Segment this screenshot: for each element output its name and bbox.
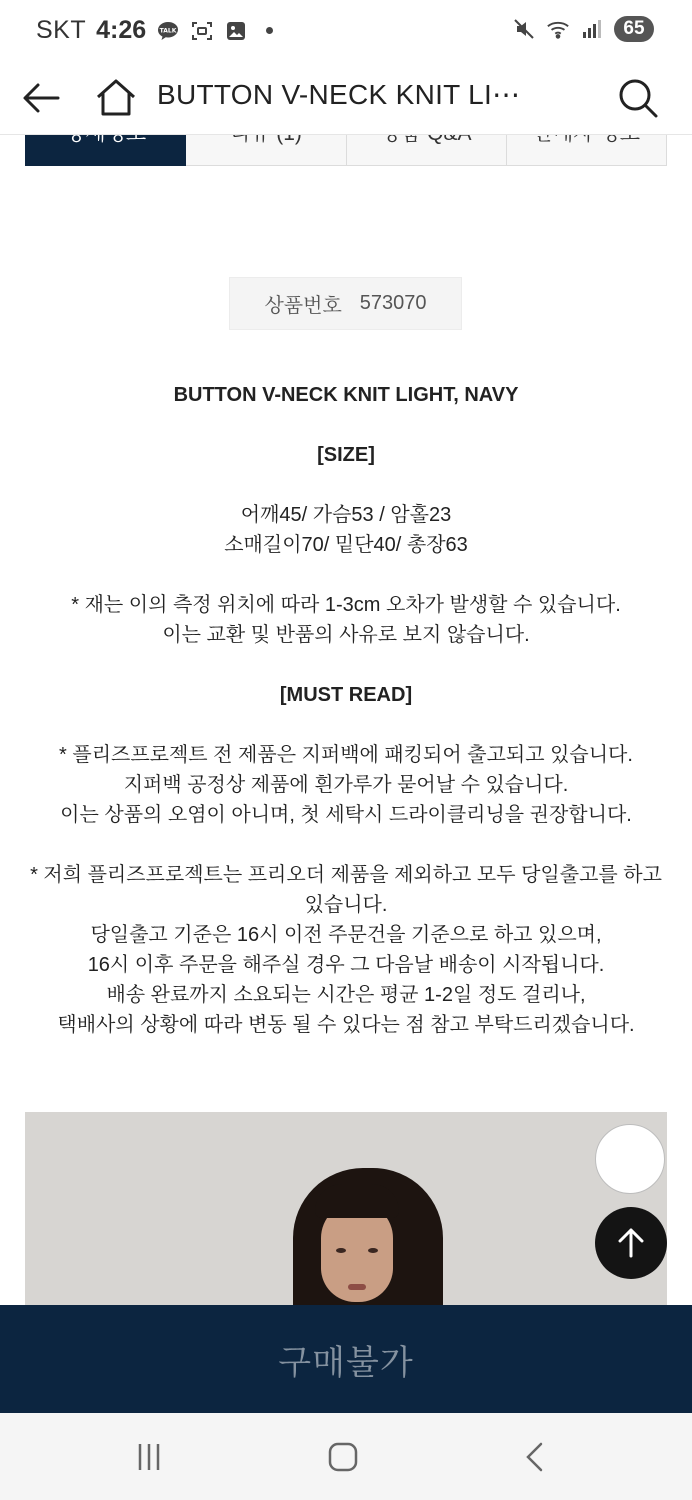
page-title: BUTTON V-NECK KNIT LI⋯ (157, 79, 521, 110)
shipping-note: 배송 완료까지 소요되는 시간은 평균 1-2일 정도 걸리나, (106, 984, 586, 1006)
more-notifications-dot (266, 27, 273, 34)
status-bar (0, 0, 692, 64)
product-photo (25, 1112, 667, 1306)
model-lips (348, 1284, 366, 1290)
screenshot-icon (190, 19, 214, 43)
clock-time: 4:26 (96, 16, 147, 44)
shipping-note: 16시 이후 주문을 해주실 경우 그 다음날 배송이 시작됩니다. (87, 954, 605, 976)
model-bangs (315, 1184, 399, 1218)
shipping-note: * 저희 플리즈프로젝트는 프리오더 제품을 제외하고 모두 당일출고를 하고 있습니다. (30, 864, 662, 916)
packing-note: 이는 상품의 오염이 아니며, 첫 세탁시 드라이클리닝을 권장합니다. (60, 804, 632, 826)
arrow-up-icon (614, 1226, 648, 1260)
model-eye (368, 1248, 378, 1253)
scroll-to-top-button[interactable] (595, 1207, 667, 1279)
floating-action-button[interactable] (595, 1124, 665, 1194)
chevron-left-icon (520, 1441, 552, 1473)
home-nav-button[interactable] (321, 1435, 365, 1479)
home-square-icon (326, 1440, 360, 1474)
search-button[interactable] (616, 76, 660, 120)
carrier-label: SKT (36, 16, 87, 44)
size-note: 이는 교환 및 반품의 사유로 보지 않습니다. (162, 624, 530, 646)
mute-icon (512, 17, 536, 41)
talk-icon (156, 19, 180, 43)
back-button[interactable] (20, 76, 64, 120)
signal-icon (580, 17, 604, 41)
home-icon (94, 76, 138, 120)
packing-note: * 플리즈프로젝트 전 제품은 지퍼백에 패킹되어 출고되고 있습니다. (59, 744, 633, 766)
product-number-box (229, 277, 462, 330)
must-read-heading: [MUST READ] (279, 684, 413, 706)
gallery-icon (224, 19, 248, 43)
home-button[interactable] (94, 76, 138, 120)
product-number-label: 상품번호 (264, 295, 342, 317)
wifi-icon (546, 17, 570, 41)
battery-indicator: 65 (614, 16, 654, 42)
app-header (0, 64, 692, 135)
shipping-note: 당일출고 기준은 16시 이전 주문건을 기준으로 하고 있으며, (90, 924, 602, 946)
model-eye (336, 1248, 346, 1253)
recent-apps-icon (133, 1441, 165, 1473)
product-description (0, 380, 692, 1040)
shipping-note: 택배사의 상황에 따라 변동 될 수 있다는 점 참고 부탁드리겠습니다. (57, 1014, 635, 1036)
back-nav-button[interactable] (514, 1435, 558, 1479)
back-arrow-icon (20, 76, 64, 120)
size-heading: [SIZE] (317, 444, 375, 466)
size-note: * 재는 이의 측정 위치에 따라 1-3cm 오차가 발생할 수 있습니다. (71, 594, 621, 616)
size-line: 소매길이70/ 밑단40/ 총장63 (224, 534, 468, 556)
packing-note: 지퍼백 공정상 제품에 흰가루가 묻어날 수 있습니다. (123, 774, 569, 796)
product-name: BUTTON V-NECK KNIT LIGHT, NAVY (173, 384, 519, 406)
size-line: 어깨45/ 가슴53 / 암홀23 (240, 504, 452, 526)
system-nav-bar (0, 1413, 692, 1500)
purchase-button[interactable]: 구매불가 (0, 1305, 692, 1413)
recent-apps-button[interactable] (127, 1435, 171, 1479)
svg-text:TALK: TALK (159, 27, 177, 34)
search-icon (616, 76, 660, 120)
product-number-value: 573070 (359, 292, 427, 314)
